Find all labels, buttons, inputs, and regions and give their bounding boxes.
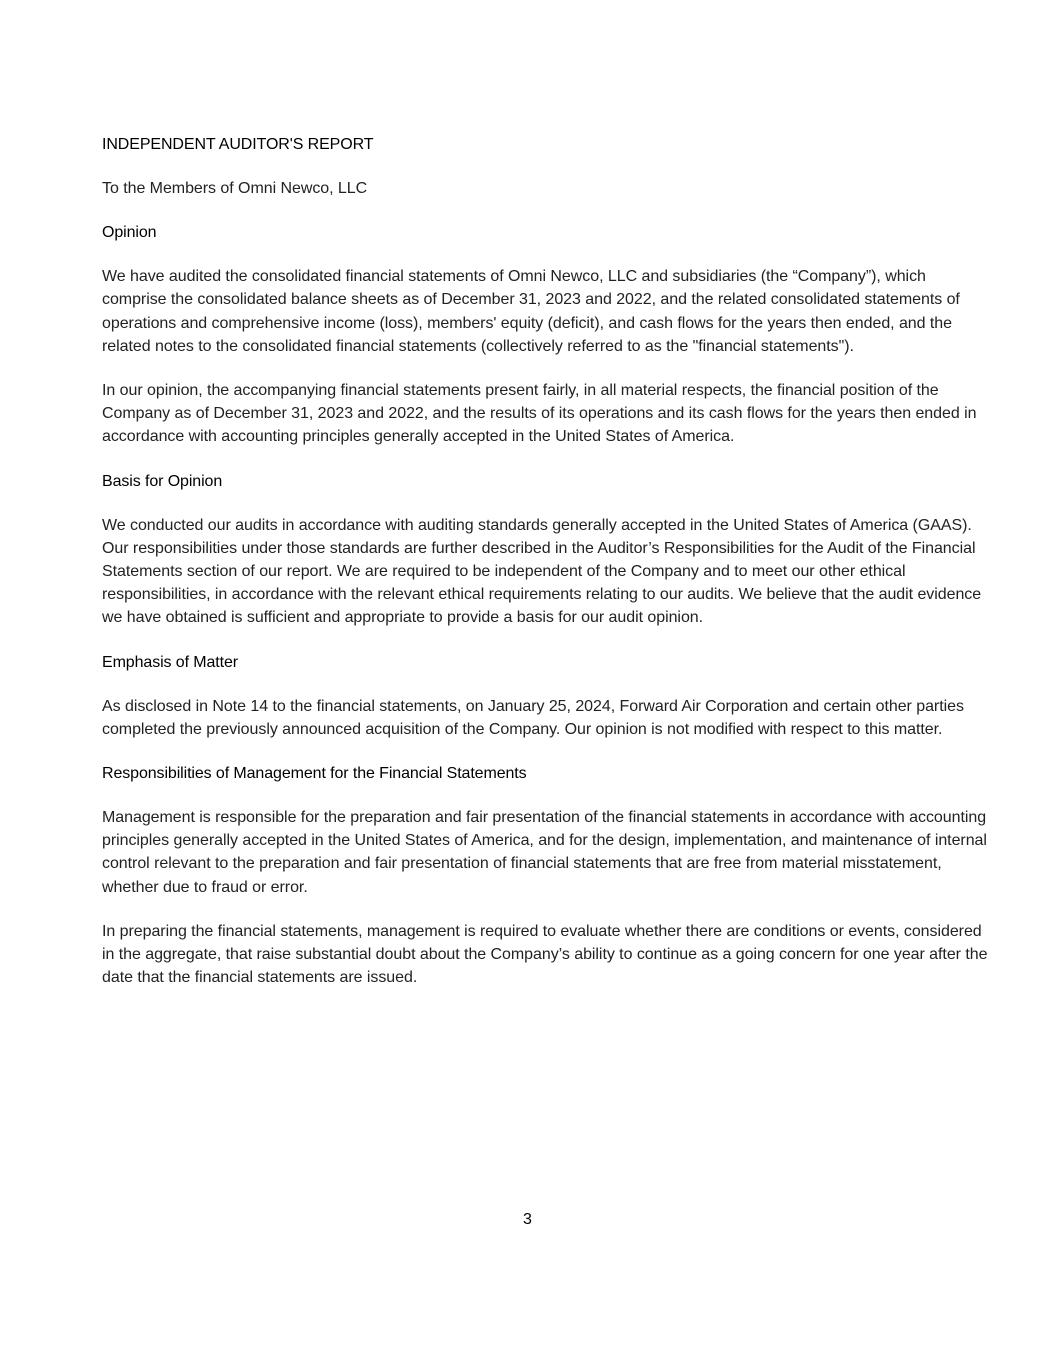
opinion-paragraph-1: We have audited the consolidated financial statements of Omni Newco, LLC and subsidiaries (the “Company”), which comprise the consolidated balance sheets as of December 31, 2023 and 2022, and the related consolidated statements of operations and comprehensive income (loss), members' equity (deficit), and cash flows for the years then ended, and the related notes to the consolidated financial statements (collectively referred to as the "financial statements").: [102, 268, 960, 355]
page-number: 3: [523, 1211, 532, 1228]
report-title: INDEPENDENT AUDITOR'S REPORT: [102, 136, 374, 153]
section-heading-opinion: Opinion: [102, 224, 157, 242]
management-paragraph-2: In preparing the financial statements, management is required to evaluate whether there are conditions or events, considered in the aggregate, that raise substantial doubt about the Company’s ability to continue as a going concern for one year after the date that the financial statements are issued.: [102, 922, 988, 987]
emphasis-paragraph-1: As disclosed in Note 14 to the financial statements, on January 25, 2024, Forward Air Corporation and certain other parties completed the previously announced acquisition of the Company. Our opinion is not modified with respect to this matter.: [102, 697, 964, 738]
report-body: [102, 133, 988, 1010]
section-heading-basis-for-opinion: Basis for Opinion: [102, 472, 223, 490]
section-heading-management-responsibilities: Responsibilities of Management for the Financial Statements: [102, 765, 527, 783]
section-heading-emphasis-of-matter: Emphasis of Matter: [102, 653, 239, 671]
addressee: To the Members of Omni Newco, LLC: [102, 180, 368, 197]
basis-paragraph-1: We conducted our audits in accordance with auditing standards generally accepted in the United States of America (GAAS). Our responsibilities under those standards are further described in the Auditor’s Responsibilities for the Audit of the Financial Statements section of our report. We are required to be independent of the Company and to meet our other ethical responsibilities, in accordance with the relevant ethical requirements relating to our audits. We believe that the audit evidence we have obtained is sufficient and appropriate to provide a basis for our audit opinion.: [102, 516, 982, 627]
opinion-paragraph-2: In our opinion, the accompanying financial statements present fairly, in all material respects, the financial position of the Company as of December 31, 2023 and 2022, and the results of its operations and its cash flows for the years then ended in accordance with accounting principles generally accepted in the United States of America.: [102, 382, 977, 446]
management-paragraph-1: Management is responsible for the preparation and fair presentation of the financial statements in accordance with accounting principles generally accepted in the United States of America, and for the design, implementation, and maintenance of internal control relevant to the preparation and fair presentation of financial statements that are free from material misstatement, whether due to fraud or error.: [102, 809, 987, 896]
